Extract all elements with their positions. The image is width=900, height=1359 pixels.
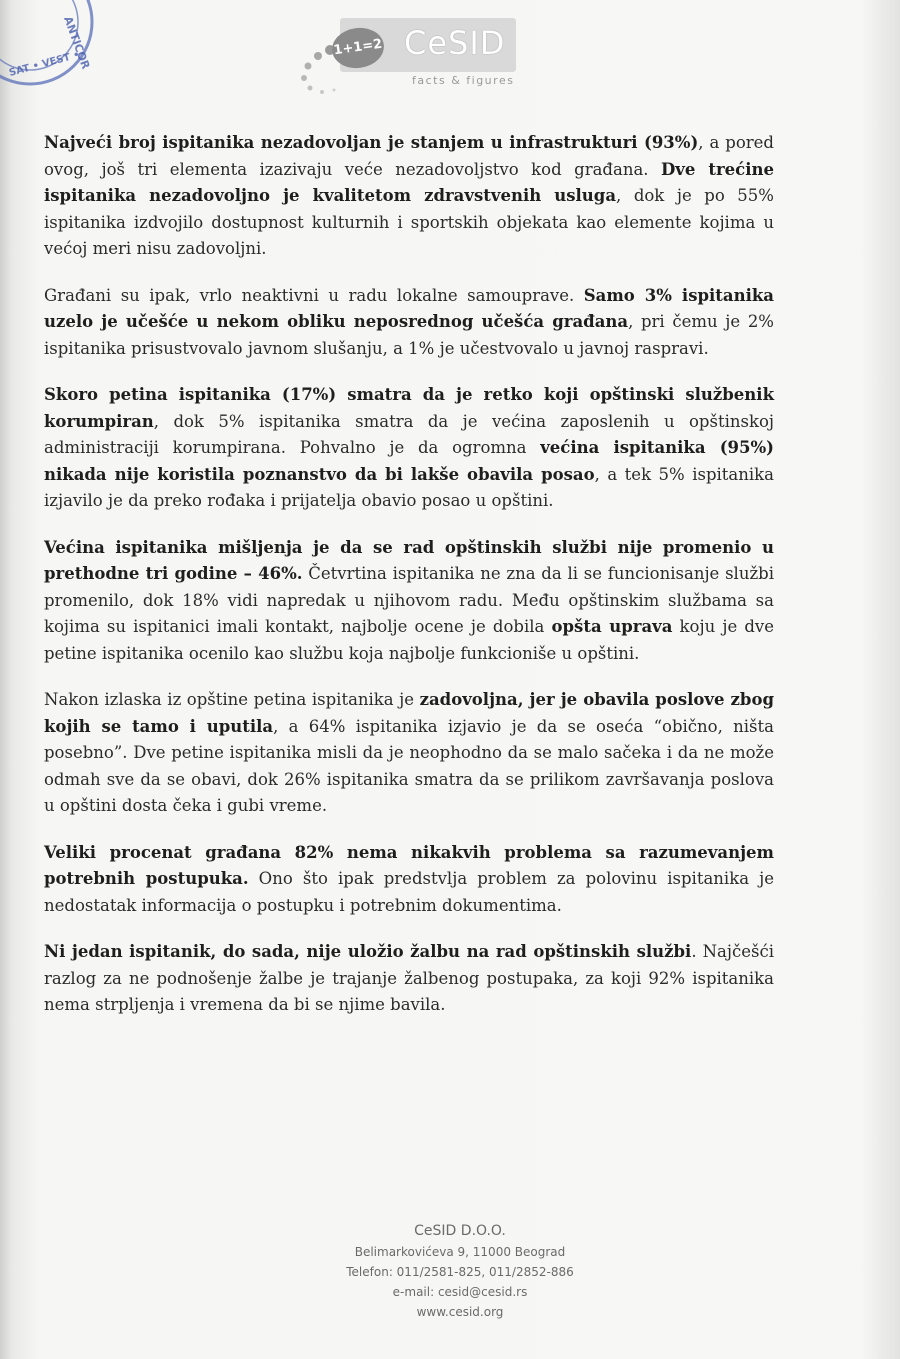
svg-text:SAT • VEST •: SAT • VEST • (7, 49, 82, 79)
bold-text-run: Većina ispitanika mišljenja je da se rad opštinskih službi nije promenio u prethodne tri godine – 46%. (44, 537, 774, 583)
footer-email: e-mail: cesid@cesid.rs (392, 1285, 528, 1299)
page-footer (260, 1220, 660, 1322)
paragraph-infrastructure (44, 130, 774, 263)
footer-address: Belimarkovićeva 9, 11000 Beograd (354, 1245, 566, 1259)
text-run: . Najčešći razlog za ne podnošenje žalbe je trajanje žalbenog postupaka, za koji 92% ispitanika nema strpljenja i vremena da bi se njime bavila. (44, 942, 774, 1014)
text-run: , a 64% ispitanika izjavio je da se oseća “obično, ništa posebno”. Dve petine ispitanika misli da je neophodno da se malo sačeka i da ne može odmah sve da se obavi, dok 26% ispitanika smatra da se prilikom završavanja poslova u opštini dosta čeka i gubi vreme. (44, 716, 774, 815)
paragraph-corruption (44, 382, 774, 515)
bold-text-run: Dve trećine ispitanika nezadovoljno je kvalitetom zdravstvenih usluga (44, 159, 774, 205)
text-run: Ono što ipak predstvlja problem za polovinu ispitanika je nedostatak informacija o postupku i potrebnim dokumentima. (44, 869, 774, 915)
bold-text-run: Skoro petina ispitanika (17%) smatra da je retko koji opštinski službenik korumpiran (44, 385, 774, 431)
footer-company: CeSID D.O.O. (414, 1223, 506, 1239)
text-run: , a pored ovog, još tri elementa izazivaju veće nezadovoljstvo kod građana. (44, 133, 774, 179)
logo-badge: 1+1=2 (329, 25, 386, 72)
bold-text-run: zadovoljna, jer je obavila poslove zbog kojih se tamo i uputila (44, 690, 774, 736)
paragraph-satisfaction (44, 687, 774, 820)
paragraph-procedures (44, 840, 774, 920)
text-run: , pri čemu je 2% ispitanika prisustvovalo javnom slušanju, a 1% je učestvovalo u javnoj raspravi. (44, 312, 774, 358)
text-run: , dok 5% ispitanika smatra da je većina zaposlenih u opštinskoj administraciji korumpirana. Pohvalno je da ogromna (44, 411, 774, 457)
cesid-logo (296, 18, 520, 100)
bold-text-run: Ni jedan ispitanik, do sada, nije uložio žalbu na rad opštinskih službi (44, 942, 692, 961)
bold-text-run: Najveći broj ispitanika nezadovoljan je stanjem u infrastrukturi (93%) (44, 133, 699, 152)
text-run: Nakon izlaska iz opštine petina ispitanika je (44, 690, 420, 709)
bold-text-run: Samo 3% ispitanika uzelo je učešće u nekom obliku neposrednog učešća građana (44, 285, 774, 331)
paragraph-participation (44, 283, 774, 363)
stamp-seal (0, 0, 100, 92)
logo-tagline: facts & figures (412, 74, 515, 87)
footer-website: www.cesid.org (416, 1305, 504, 1319)
text-run: Građani su ipak, vrlo neaktivni u radu lokalne samouprave. (44, 285, 584, 305)
text-run: , a tek 5% ispitanika izjavilo je da preko rođaka i prijatelja obavio posao u opštini. (44, 464, 774, 510)
bold-text-run: većina ispitanika (95%) nikada nije koristila poznanstvo da bi lakše obavila posao (44, 438, 774, 484)
text-run: Četvrtina ispitanika ne zna da li se funcionisanje službi promenilo, dok 18% vidi napredak u njihovom radu. Među opštinskim službama sa kojima su ispitanici imali kontakt, najbolje ocene je dobila (44, 564, 774, 636)
logo-name: CeSID (404, 24, 506, 62)
document-body (44, 130, 774, 1039)
paragraph-complaints (44, 939, 774, 1019)
bold-text-run: Veliki procenat građana 82% nema nikakvih problema sa razumevanjem potrebnih postupuka. (44, 842, 774, 888)
stamp-text: ANTICOR (61, 14, 93, 71)
paragraph-services (44, 535, 774, 668)
text-run: koju je dve petine ispitanika ocenilo kao službu koja najbolje funkcioniše u opštini. (44, 617, 774, 663)
text-run: , dok je po 55% ispitanika izdvojilo dostupnost kulturnih i sportskih objekata kao elemente kojima u većoj meri nisu zadovoljni. (44, 186, 774, 258)
footer-phone: Telefon: 011/2581-825, 011/2852-886 (346, 1265, 574, 1279)
bold-text-run: opšta uprava (551, 617, 673, 636)
